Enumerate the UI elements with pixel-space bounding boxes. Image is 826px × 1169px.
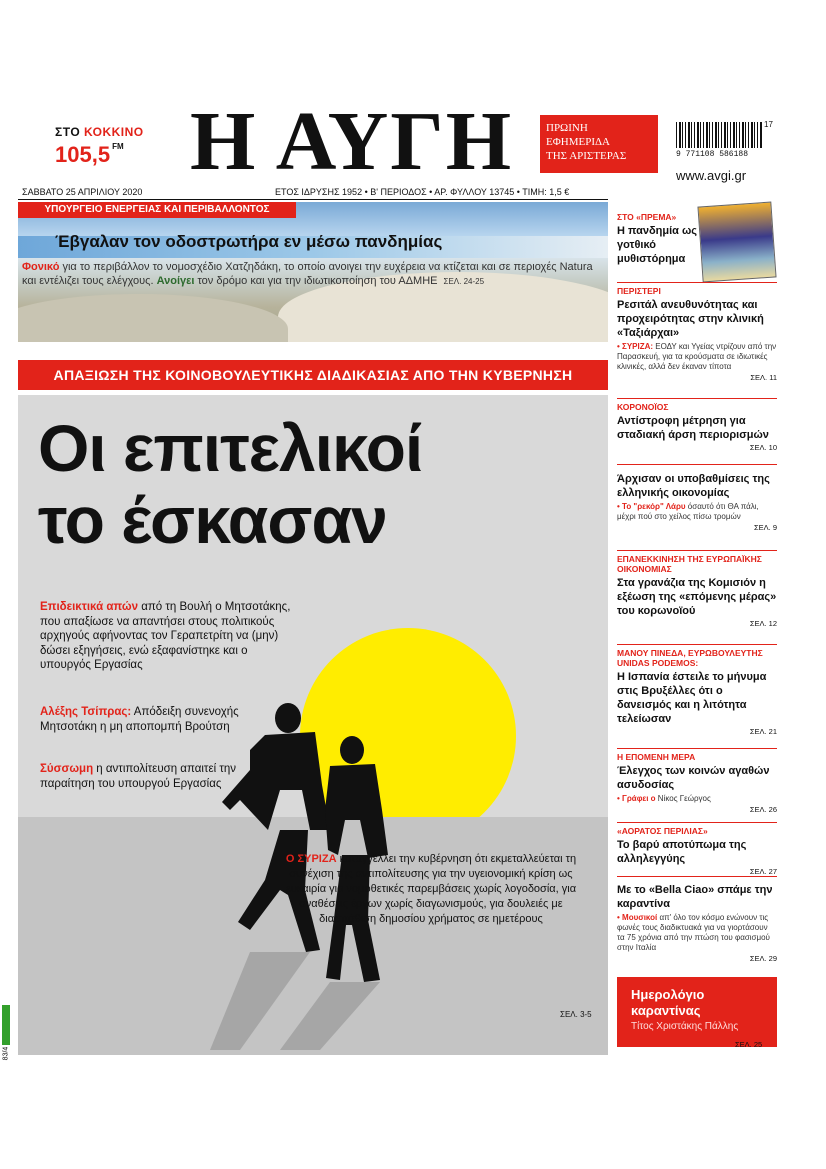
newspaper-title: Η ΑΥΓΗ [190, 95, 514, 188]
deck-emphasis: Επιδεικτικά απών [40, 601, 138, 613]
main-headline[interactable] [38, 412, 422, 556]
page-ref: ΣΕΛ. 27 [749, 867, 777, 876]
page-ref: ΣΕΛ. 12 [749, 619, 777, 628]
sidebar-divider [617, 550, 777, 551]
diary-title: Ημερολόγιο καραντίνας [631, 987, 705, 1018]
sidebar-headline: Αντίστροφη μέτρηση για σταδιακή άρση περιορισμών [617, 415, 769, 441]
page-ref: ΣΕΛ. 21 [749, 727, 777, 736]
deck-text: από τη Βουλή ο Μητσοτάκης, που απαξίωσε να απαντήσει στους πολιτικούς αρχηγούς αφήνοντας τον Γεραπετρίτη να (μην) δώσει εξηγήσεις, ενώ εξαφανίστηκε και ο υπουργός Εργασίας [40, 601, 291, 671]
sidebar-body-emphasis: • Γράφει ο [617, 794, 656, 803]
sidebar-divider [617, 748, 777, 749]
sidebar-label: ΕΠΑΝΕΚΚΙΝΗΣΗ ΤΗΣ ΕΥΡΩΠΑΪΚΗΣ ΟΙΚΟΝΟΜΙΑΣ [617, 554, 762, 574]
sidebar-body: ΕΟΔΥ και Υγείας ντρίζουν από την Παρασκευή, για τα κρούσματα σε ιδιωτικές κλινικές, αλλά δεν έκαναν τίποτα [617, 342, 777, 371]
sidebar-headline: Η Ισπανία έστειλε το μήνυμα στις Βρυξέλλες ότι ο δανεισμός και η λιτότητα τελείωσαν [617, 671, 767, 725]
radio-prefix: ΣΤΟ [55, 125, 81, 139]
tagline-line: ΠΡΩΙΝΗ [546, 122, 588, 134]
sidebar-headline: Στα γρανάζια της Κομισιόν η εξέωση της «επόμενης μέρας» του κορωνοϊού [617, 577, 777, 617]
sidebar-divider [617, 822, 777, 823]
sidebar-item[interactable] [617, 212, 697, 266]
sidebar-label: ΜΑΝΟΥ ΠΙΝΕΔΑ, ΕΥΡΩΒΟΥΛΕΥΤΗΣ UNIDAS PODEMOS: [617, 648, 763, 668]
diary-author: Τίτος Χριστάκης Πάλλης [631, 1021, 739, 1032]
sidebar-divider [617, 282, 777, 283]
page-ref: ΣΕΛ. 29 [749, 954, 777, 963]
sidebar-item[interactable] [617, 470, 777, 532]
sidebar-item[interactable] [617, 402, 777, 452]
masthead-divider [18, 199, 608, 200]
sidebar-body: όσαυτό ότι ΘΑ πάλι, μέχρι πού στο χείλος πίσω τρομών [617, 502, 759, 521]
page-ref: ΣΕΛ. 10 [749, 443, 777, 452]
sidebar-body-emphasis: • ΣΥΡΙΖΑ: [617, 342, 654, 351]
page-ref: ΣΕΛ. 24-25 [443, 277, 485, 286]
sidebar-item[interactable] [617, 554, 777, 628]
lede-paragraph [270, 852, 592, 927]
page-ref: ΣΕΛ. 26 [749, 805, 777, 814]
hero-body [22, 260, 602, 289]
sidebar-label: ΚΟΡΟΝΟΪΟΣ [617, 402, 669, 412]
sidebar-item[interactable] [617, 881, 777, 963]
page-ref: ΣΕΛ. 25 [735, 1040, 763, 1049]
sidebar-label: Η ΕΠΟΜΕΝΗ ΜΕΡΑ [617, 752, 696, 762]
dateline: ΣΑΒΒΑΤΟ 25 ΑΠΡΙΛΙΟΥ 2020 [22, 187, 143, 197]
tagline-line: ΕΦΗΜΕΡΙΔΑ [546, 136, 611, 148]
deck-emphasis: Αλέξης Τσίπρας: [40, 706, 132, 718]
tagline-box [540, 115, 658, 173]
sidebar-headline: Το βαρύ αποτύπωμα της αλληλεγγύης [617, 839, 747, 865]
sidebar-headline: Άρχισαν οι υποβαθμίσεις της ελληνικής οικονομίας [617, 473, 770, 499]
sidebar-headline: Ρεσιτάλ ανευθυνότητας και προχειρότητας στην κλινική «Ταξιάρχαι» [617, 299, 764, 339]
headline-line: το έσκασαν [38, 483, 387, 557]
sidebar-divider [617, 644, 777, 645]
hero-kicker: ΥΠΟΥΡΓΕΙΟ ΕΝΕΡΓΕΙΑΣ ΚΑΙ ΠΕΡΙΒΑΛΛΟΝΤΟΣ [18, 202, 296, 218]
hero-body-text: για το περιβάλλον το νομοσχέδιο Χατζηδάκη, το οποίο ανοιγει την ευχέρεια να κτίζεται και σε περιοχές Natura και εντέλιζει τους ελέγχους. [22, 261, 593, 287]
deck-paragraph [40, 762, 240, 791]
barcode-icon [676, 122, 762, 148]
lede-emphasis: Ο ΣΥΡΙΖΑ [285, 853, 337, 865]
deck-text: Απόδειξη συνενοχής Μητσοτάκη η μη αποπομπή Βρούτση [40, 706, 239, 733]
sidebar-divider [617, 876, 777, 877]
radio-band: FM [112, 142, 124, 151]
headline-line: Οι επιτελικοί [38, 411, 423, 485]
sidebar-headline: Με το «Bella Ciao» σπάμε την καραντίνα [617, 884, 773, 910]
sidebar-item[interactable] [617, 286, 777, 382]
sidebar-item[interactable] [617, 826, 777, 876]
page-ref: ΣΕΛ. 3-5 [560, 1010, 592, 1019]
printer-code: 83/4 [2, 1046, 10, 1061]
deck-paragraph [40, 600, 300, 673]
sidebar-body-emphasis: • Το "ρεκόρ" Λάρυ [617, 502, 686, 511]
page-ref: ΣΕΛ. 9 [754, 523, 777, 532]
sidebar-headline: Η πανδημία ως γοτθικό μυθιστόρημα [617, 225, 698, 265]
sidebar-body: απ' όλο τον κόσμο ενώνουν τις φωνές τους διαδικτυακά για να γιορτάσουν τα 75 χρόνια από την πτώση του φασισμού στην Ιταλία [617, 913, 770, 952]
diary-box[interactable] [617, 977, 777, 1047]
hero-headline[interactable]: Έβγαλαν τον οδοστρωτήρα εν μέσω πανδημίας [55, 232, 443, 251]
sidebar-divider [617, 398, 777, 399]
radio-station [55, 125, 144, 139]
main-kicker: ΑΠΑΞΙΩΣΗ ΤΗΣ ΚΟΙΝΟΒΟΥΛΕΥΤΙΚΗΣ ΔΙΑΔΙΚΑΣΙΑΣ ΑΠΟ ΤΗΝ ΚΥΒΕΡΝΗΣΗ [18, 360, 608, 390]
sidebar-body-emphasis: • Μουσικοί [617, 913, 658, 922]
sidebar-item[interactable] [617, 648, 777, 736]
deck-text: η αντιπολίτευση απαιτεί την παραίτηση του υπουργού Εργασίας [40, 763, 237, 790]
deck-emphasis: Σύσσωμη [40, 763, 94, 775]
radio-frequency [55, 142, 124, 168]
barcode-number: 9 771108 586188 [676, 150, 749, 159]
sidebar-label: ΣΤΟ «ΠΡΕΜΑ» [617, 212, 677, 222]
print-color-mark [2, 1005, 10, 1045]
hero-body-lead: Φονικό [22, 261, 60, 273]
website-link[interactable]: www.avgi.gr [676, 168, 747, 183]
issue-info: ΕΤΟΣ ΙΔΡΥΣΗΣ 1952 • Β' ΠΕΡΙΟΔΟΣ • ΑΡ. ΦΥΛΛΟΥ 13745 • ΤΙΜΗ: 1,5 € [275, 187, 570, 197]
page-ref: ΣΕΛ. 11 [750, 373, 777, 382]
sidebar-body: Νίκος Γεώργος [655, 794, 711, 803]
hero-body-emphasis: Ανοίγει [156, 275, 195, 287]
sidebar-label: ΠΕΡΙΣΤΕΡΙ [617, 286, 661, 296]
sidebar-label: «ΑΟΡΑΤΟΣ ΠΕΡΙΛΙΑΣ» [617, 826, 708, 836]
tagline-line: ΤΗΣ ΑΡΙΣΤΕΡΑΣ [546, 150, 627, 162]
lede-text: καταγγέλλει την κυβέρνηση ότι εκμεταλλεύεται τη συνέχιση της αντιπολίτευσης για την υγειονομική κρίση ως ευκαιρία για νομοθετικές παρεμβάσεις χωρίς λογοδοσία, για αναθέσεις έργων χωρίς διαγωνισμούς, για δουλειές με διασπάθιση δημοσίου χρήματος σε ημετέρους [285, 853, 577, 925]
hero-dune [18, 294, 288, 342]
sidebar-headline: Έλεγχος των κοινών αγαθών ασυδοσίας [617, 765, 770, 791]
radio-frequency-value: 105,5 [55, 142, 111, 167]
radio-name: ΚΟΚΚΙΝΟ [84, 125, 144, 139]
hero-body-text: τον δρόμο και για την ιδιωτικοποίηση του ΑΔΜΗΕ [194, 275, 438, 287]
sidebar-divider [617, 464, 777, 465]
deck-paragraph [40, 705, 240, 734]
supplement-thumbnail[interactable] [697, 202, 776, 283]
issue-code: 17 [764, 120, 773, 129]
sidebar-item[interactable] [617, 752, 777, 814]
